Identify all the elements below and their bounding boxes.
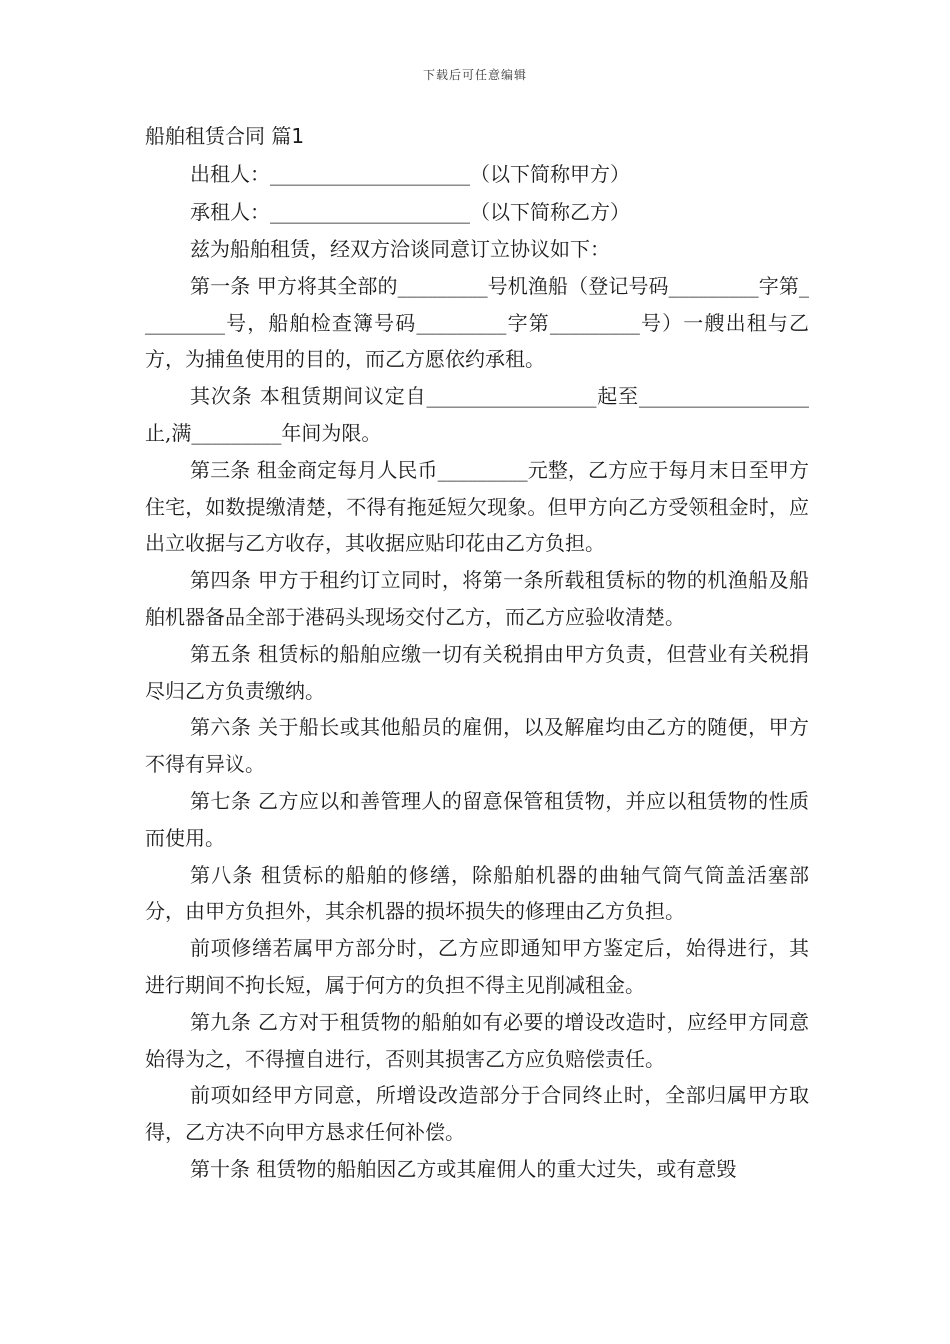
- paragraph-article-6: 第六条 关于船长或其他船员的雇佣，以及解雇均由乙方的随便，甲方不得有异议。: [145, 715, 809, 777]
- paragraph-article-5: 第五条 租赁标的船舶应缴一切有关税捐由甲方负责，但营业有关税捐尽归乙方负责缴纳。: [145, 641, 809, 703]
- lessee-line: 承租人：____________________（以下简称乙方）: [190, 200, 630, 224]
- paragraph-article-3: 第三条 租金商定每月人民币_________元整，乙方应于每月末日至甲方住宅，如数提缴清楚，不得有拖延短欠现象。但甲方向乙方受领租金时，应出立收据与乙方收存，其收据应贴印花由乙方负担。: [145, 457, 809, 556]
- paragraph-article-9: 第九条 乙方对于租赁物的船舶如有必要的增设改造时，应经甲方同意始得为之，不得擅自进行，否则其损害乙方应负赔偿责任。: [145, 1009, 809, 1071]
- paragraph-article-7: 第七条 乙方应以和善管理人的留意保管租赁物，并应以租赁物的性质而使用。: [145, 788, 809, 850]
- lessor-line: 出租人：____________________（以下简称甲方）: [190, 162, 630, 186]
- paragraph-article-2: 其次条 本租赁期间议定自_________________起至_________________止,满_________年间为限。: [145, 384, 809, 445]
- page-header-note: 下载后可任意编辑: [422, 68, 527, 82]
- paragraph-preamble: 兹为船舶租赁，经双方洽谈同意订立协议如下：: [190, 237, 610, 261]
- document-title: 船舶租赁合同 篇1: [145, 124, 305, 148]
- paragraph-article-1: 第一条 甲方将其全部的_________号机渔船（登记号码_________字第_________号，船舶检查簿号码_________字第_________号）一艘出租与乙方，为捕鱼使用的目的，而乙方愿依约承租。: [145, 273, 809, 372]
- paragraph-article-8-clause: 前项修缮若属甲方部分时，乙方应即通知甲方鉴定后，始得进行，其进行期间不拘长短，属于何方的负担不得主见削减租金。: [145, 936, 809, 997]
- paragraph-article-8: 第八条 租赁标的船舶的修缮，除船舶机器的曲轴气筒气筒盖活塞部分，由甲方负担外，其余机器的损坏损失的修理由乙方负担。: [145, 862, 809, 924]
- document-body: [145, 117, 809, 1188]
- paragraph-article-4: 第四条 甲方于租约订立同时，将第一条所载租赁标的物的机渔船及船舶机器备品全部于港码头现场交付乙方，而乙方应验收清楚。: [145, 568, 809, 629]
- paragraph-article-9-clause: 前项如经甲方同意，所增设改造部分于合同终止时，全部归属甲方取得，乙方决不向甲方恳求任何补偿。: [145, 1083, 809, 1145]
- paragraph-article-10: 第十条 租赁物的船舶因乙方或其雇佣人的重大过失，或有意毁: [190, 1156, 737, 1181]
